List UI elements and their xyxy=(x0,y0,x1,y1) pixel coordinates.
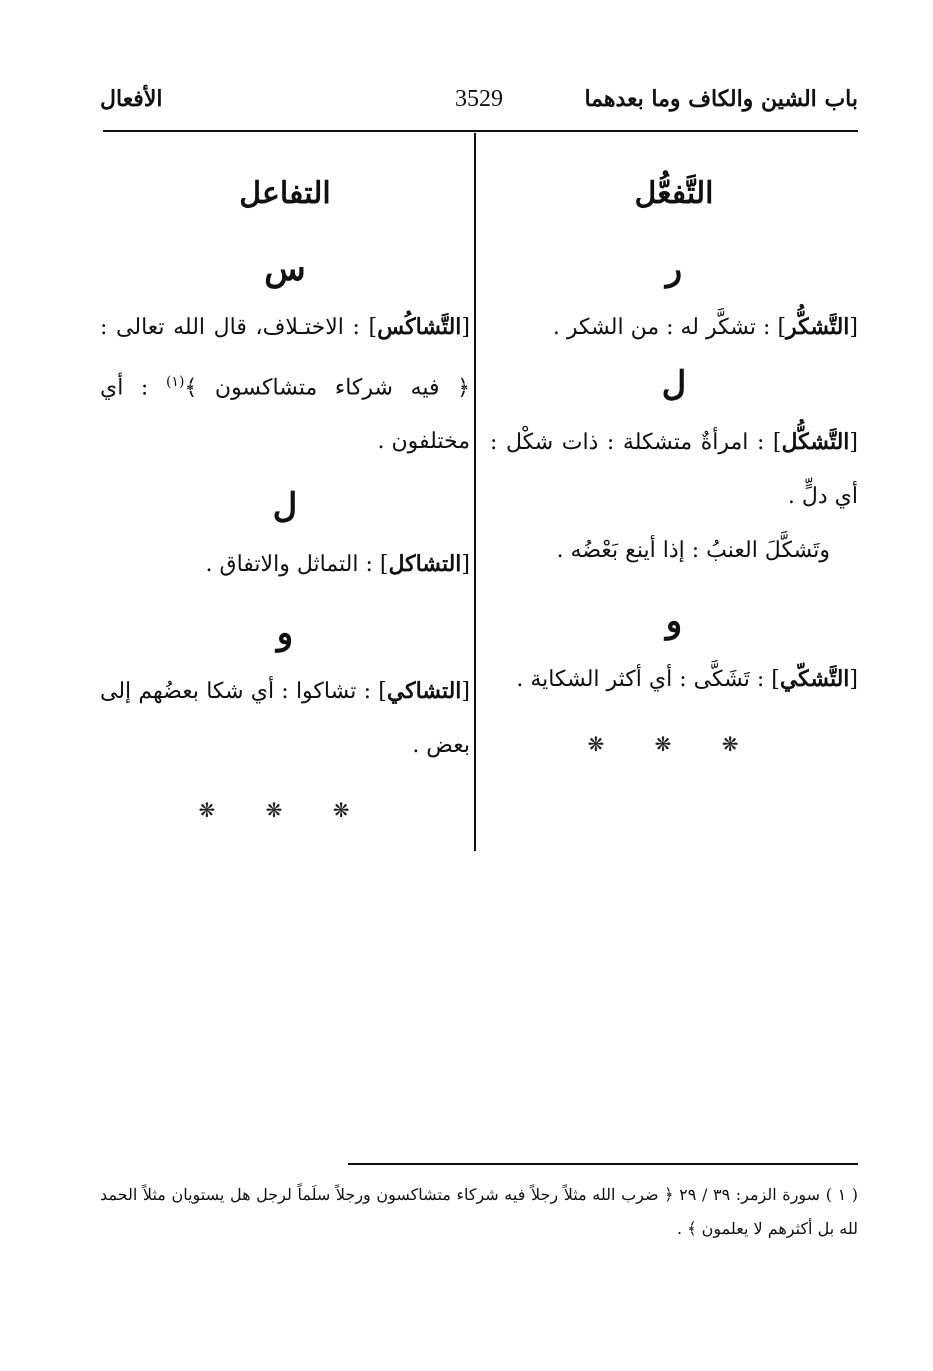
entry-tashakkul-continued: وتَشكَّلَ العنبُ : إذا أينع بَعْضُه . xyxy=(556,538,830,563)
letter-heading-s: س xyxy=(264,249,306,289)
entry-headword: التَّشكُّر xyxy=(786,314,850,340)
right-column-title: التَّفعُّل xyxy=(634,176,714,211)
entry-definition: : تشكَّر له : من الشكر . xyxy=(552,315,771,340)
running-header xyxy=(100,86,858,126)
chapter-title: باب الشين والكاف وما بعدهما xyxy=(584,86,858,112)
entry-headword: التشاكل xyxy=(388,551,462,578)
entry-headword: التَّشكّي xyxy=(779,666,850,692)
entry-definition: : التماثل والاتفاق . xyxy=(205,552,373,578)
entry-tashakus: [التَّشاكُس] : الاختـلاف، قال الله تعالى : ﴿ فيه شركاء متشاكسون ﴾$^{(١)}$ : أي مختلفون . xyxy=(100,314,471,455)
right-column xyxy=(490,150,858,771)
entry-tashakkul: [التَّشكُّل] : امرأةٌ متشكلة : ذات شكْل : أي دلٍّ . xyxy=(490,429,858,509)
page-number: 3529 xyxy=(455,86,503,112)
letter-heading-l: ل xyxy=(272,486,298,527)
left-column xyxy=(100,150,470,837)
entry-definition: : امرأةٌ متشكلة : ذات شكْل : أي دلٍّ . xyxy=(490,430,858,509)
letter-heading-l: ل xyxy=(661,364,687,404)
section-end-stars: ❋ ❋ ❋ xyxy=(587,732,761,756)
entry-definition: : تَشَكَّى : أي أكثر الشكاية . xyxy=(516,667,765,692)
letter-heading-w: و xyxy=(665,601,683,641)
entry-tashaki: [التشاكي] : تشاكوا : أي شكا بعضُهم إلى بعض . xyxy=(100,678,471,759)
footnote-rule xyxy=(348,1163,858,1165)
footnote: ( ١ ) سورة الزمر: ٣٩ / ٢٩ ﴿ ضرب الله مثلاً رجلاً فيه شركاء متشاكسون ورجلاً سلَماً لرجل هل يستويان مثلاً الحمد لله بل أكثرهم لا يعلمون ﴾ . xyxy=(100,1185,859,1238)
section-end-stars: ❋ ❋ ❋ xyxy=(198,798,372,823)
entry-definition: : تشاكوا : أي شكا بعضُهم إلى بعض . xyxy=(100,679,470,759)
entry-headword: التشاكي xyxy=(386,678,462,705)
entry-tashakkur: [التَّشكُّر] : تشكَّر له : من الشكر . xyxy=(552,314,858,340)
left-column-title: التفاعل xyxy=(239,176,331,211)
column-divider xyxy=(474,133,476,851)
letter-heading-w: و xyxy=(276,613,294,654)
entry-headword: التَّشاكُس xyxy=(377,314,462,340)
entry-definition-continued: : أي مختلفون . xyxy=(100,375,470,455)
entry-definition: : الاختـلاف، قال الله تعالى : ﴿ فيه شركاء متشاكسون ﴾ xyxy=(100,315,470,401)
entry-tashakki: [التَّشكّي] : تَشَكَّى : أي أكثر الشكاية . xyxy=(516,666,858,692)
entry-headword: التَّشكُّل xyxy=(781,429,850,455)
section-title: الأفعال xyxy=(100,86,163,112)
entry-tashakul: [التشاكل] : التماثل والاتفاق . xyxy=(205,551,470,578)
footnote-reference[interactable]: (١) xyxy=(165,374,185,390)
header-rule xyxy=(103,130,858,132)
letter-heading-r: ر xyxy=(665,249,683,289)
